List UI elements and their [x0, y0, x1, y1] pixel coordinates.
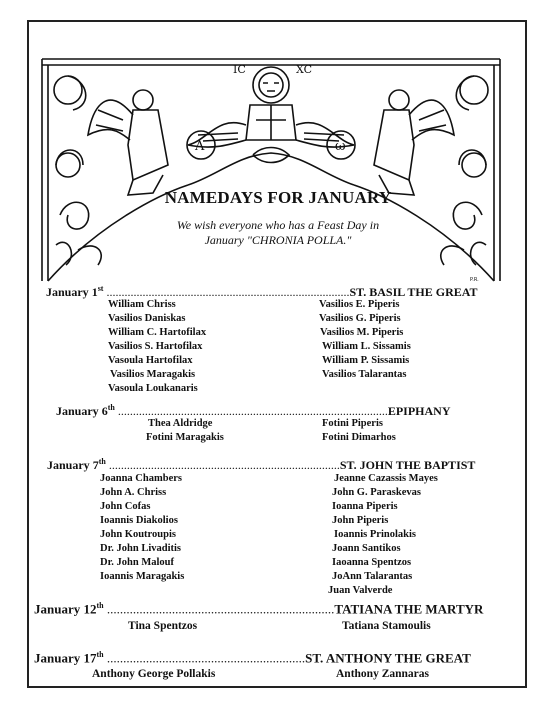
list-item: Vasilios Daniskas [108, 313, 186, 324]
xc-monogram: XC [296, 63, 313, 76]
list-item: Vasilios M. Piperis [320, 327, 404, 338]
list-item: Jeanne Cazassis Mayes [334, 473, 438, 484]
list-item: Ioannis Prinolakis [334, 529, 416, 540]
subtitle-line-1: We wish everyone who has a Feast Day in [176, 218, 380, 232]
list-item: John Cofas [100, 501, 151, 512]
list-item: Joann Santikos [332, 543, 401, 554]
artist-monogram: P.R. [470, 277, 479, 283]
feast-heading-jan-1: January 1st .................................................................................ST. BASIL THE GREAT [46, 284, 478, 299]
feast-heading-jan-12: January 12th ......................................................................TATIANA THE MARTYR [34, 601, 484, 617]
list-item: Vasilios E. Piperis [319, 299, 400, 310]
omega-glyph: ω [335, 139, 346, 154]
page-title: NAMEDAYS FOR JANUARY [164, 188, 392, 207]
list-item: Fotini Piperis [322, 418, 383, 429]
list-item: Dr. John Malouf [100, 557, 174, 568]
list-item: Anthony Zannaras [336, 668, 429, 680]
feast-heading-jan-7: January 7th .............................................................................ST. JOHN THE BAPTIST [47, 457, 476, 472]
list-item: Ioannis Maragakis [100, 571, 185, 582]
list-item: Fotini Maragakis [146, 432, 224, 443]
list-item: Juan Valverde [328, 585, 393, 596]
byzantine-header-illustration [38, 45, 504, 285]
list-item: Fotini Dimarhos [322, 432, 396, 443]
list-item: Thea Aldridge [148, 418, 213, 429]
list-item: John A. Chriss [100, 487, 167, 498]
list-item: Joanna Chambers [100, 473, 182, 484]
list-item: Vasilios S. Hartofilax [108, 341, 203, 352]
feast-heading-jan-17: January 17th .............................................................ST. ANTHONY THE GREAT [34, 650, 471, 666]
ic-monogram: IC [233, 63, 246, 76]
alpha-glyph: A [195, 139, 205, 154]
list-item: Iaoanna Spentzos [332, 557, 412, 568]
subtitle-line-2: January "CHRONIA POLLA." [204, 233, 352, 247]
list-item: John Piperis [332, 515, 389, 526]
feast-heading-jan-6: January 6th ..........................................................................................EPIPHANY [56, 403, 451, 418]
list-item: Ioannis Diakolios [100, 515, 178, 526]
list-item: John G. Paraskevas [332, 487, 421, 498]
list-item: Vasilios Maragakis [110, 369, 196, 380]
list-item: JoAnn Talarantas [332, 571, 413, 582]
list-item: Vasoula Hartofilax [108, 355, 193, 366]
list-item: Tina Spentzos [128, 620, 198, 632]
list-item: Vasoula Loukanaris [108, 383, 198, 394]
list-item: William C. Hartofilax [108, 327, 207, 338]
list-item: Ioanna Piperis [332, 501, 398, 512]
list-item: Tatiana Stamoulis [342, 620, 431, 632]
list-item: Anthony George Pollakis [92, 668, 216, 680]
list-item: John Koutroupis [100, 529, 176, 540]
list-item: Vasilios G. Piperis [319, 313, 401, 324]
list-item: Vasilios Talarantas [322, 369, 407, 380]
list-item: William L. Sissamis [322, 341, 411, 352]
list-item: Dr. John Livaditis [100, 543, 182, 554]
list-item: William P. Sissamis [322, 355, 410, 366]
list-item: William Chriss [108, 299, 176, 310]
